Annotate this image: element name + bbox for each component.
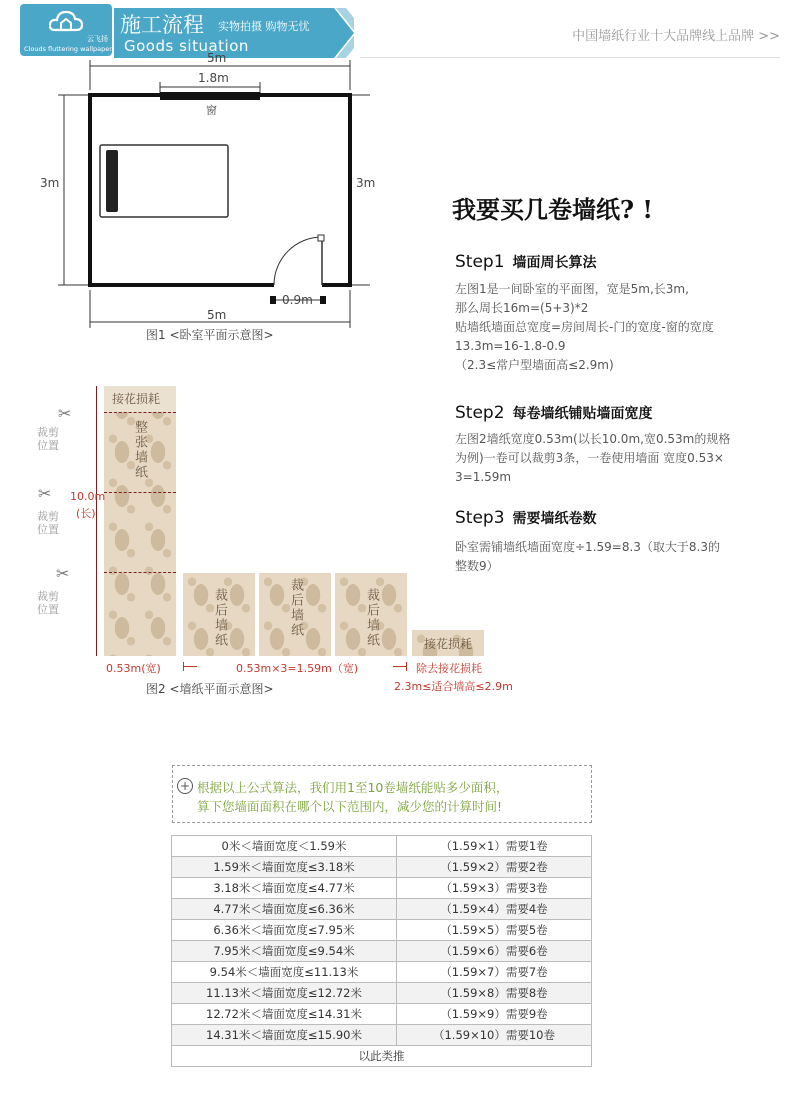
full-roll-label: 整张墙纸 bbox=[132, 420, 147, 480]
section-title-sub: 实物拍摄 购物无忧 bbox=[218, 20, 310, 33]
total-width-label: 0.53m×3=1.59m（宽) bbox=[236, 662, 359, 675]
table-row bbox=[172, 1004, 592, 1025]
width-range-cell: 6.36米＜墙面宽度≤7.95米 bbox=[172, 920, 397, 941]
scissors-icon: ✂ bbox=[58, 404, 72, 423]
width-range-cell: 3.18米＜墙面宽度≤4.77米 bbox=[172, 878, 397, 899]
door-width-label: 0.9m bbox=[282, 293, 313, 307]
section-title-en: Goods situation bbox=[124, 37, 249, 55]
page-header bbox=[0, 0, 790, 58]
top-waste-label: 接花损耗 bbox=[112, 392, 161, 406]
length-label: 10.0m bbox=[70, 490, 106, 503]
remove-waste-label: 除去接花损耗 bbox=[416, 662, 482, 675]
step3-heading: 需要墙纸卷数 bbox=[512, 511, 597, 527]
rolls-needed-cell: （1.59×1）需要1卷 bbox=[397, 836, 592, 857]
step1-body bbox=[455, 280, 785, 375]
table-row bbox=[172, 857, 592, 878]
step2-line: 3=1.59m bbox=[455, 470, 512, 484]
cloud-house-icon bbox=[49, 8, 83, 34]
step1-line: （2.3≤常户型墙面高≤2.9m) bbox=[455, 358, 614, 372]
brand-tagline[interactable]: 中国墙纸行业十大品牌线上品牌 >> bbox=[572, 29, 780, 44]
header-divider bbox=[360, 57, 780, 58]
question-heading: 我要买几卷墙纸? ! bbox=[452, 195, 653, 224]
width-marker bbox=[183, 666, 197, 667]
table-row bbox=[172, 941, 592, 962]
figure1-floor-plan bbox=[40, 51, 376, 350]
rolls-needed-cell: （1.59×8）需要8卷 bbox=[397, 983, 592, 1004]
step2-label: Step2 bbox=[455, 403, 505, 423]
table-row bbox=[172, 962, 592, 983]
cut-strip-label: 裁后墙纸 bbox=[364, 588, 379, 648]
width-range-cell: 11.13米＜墙面宽度≤12.72米 bbox=[172, 983, 397, 1004]
cut-line bbox=[104, 572, 176, 573]
step2-heading: 每卷墙纸铺贴墙面宽度 bbox=[512, 406, 653, 422]
rolls-needed-cell: （1.59×10）需要10卷 bbox=[397, 1025, 592, 1046]
table-row bbox=[172, 920, 592, 941]
length-marker bbox=[96, 386, 97, 656]
roll-count-table bbox=[171, 835, 592, 1067]
step3-label: Step3 bbox=[455, 508, 505, 528]
window-width-label: 1.8m bbox=[198, 71, 229, 85]
table-row bbox=[172, 878, 592, 899]
step1-title bbox=[455, 252, 597, 272]
right-height-label: 3m bbox=[356, 176, 376, 190]
step2-line: 左图2墙纸宽度0.53m(以长10.0m,宽0.53m的规格 bbox=[455, 432, 731, 446]
calculation-notice bbox=[172, 765, 592, 823]
length-sub-label: (长) bbox=[76, 507, 96, 520]
section-title-cn: 施工流程 bbox=[120, 13, 204, 37]
cut-strip-label: 裁后墙纸 bbox=[288, 578, 303, 638]
height-range-label: 2.3m≤适合墙高≤2.9m bbox=[394, 680, 513, 693]
width-marker bbox=[393, 666, 407, 667]
bottom-width-label: 5m bbox=[207, 308, 227, 322]
cut-position-label: 裁剪位置 bbox=[37, 510, 59, 536]
floor-plan-drawing bbox=[40, 60, 370, 350]
table-row bbox=[172, 983, 592, 1004]
rolls-needed-cell: （1.59×5）需要5卷 bbox=[397, 920, 592, 941]
width-range-cell: 0米＜墙面宽度＜1.59米 bbox=[172, 836, 397, 857]
figure2-caption: 图2 <墙纸平面示意图> bbox=[146, 682, 274, 696]
step1-heading: 墙面周长算法 bbox=[512, 255, 597, 271]
scissors-icon: ✂ bbox=[56, 564, 70, 583]
logo-en: Clouds fluttering wallpaper bbox=[24, 45, 112, 53]
width-range-cell: 9.54米＜墙面宽度≤11.13米 bbox=[172, 962, 397, 983]
rolls-needed-cell: （1.59×4）需要4卷 bbox=[397, 899, 592, 920]
table-row bbox=[172, 1025, 592, 1046]
cut-line bbox=[104, 492, 176, 493]
logo-cn: 云飞扬 bbox=[87, 35, 108, 43]
top-width-label: 5m bbox=[207, 51, 227, 65]
table-row bbox=[172, 899, 592, 920]
step3-line: 整数9） bbox=[455, 559, 499, 573]
notice-line: 根据以上公式算法，我们用1至10卷墙纸能贴多少面积， bbox=[197, 780, 509, 795]
width-range-cell: 1.59米＜墙面宽度≤3.18米 bbox=[172, 857, 397, 878]
step1-line: 13.3m=16-1.8-0.9 bbox=[455, 339, 566, 353]
brand-logo[interactable] bbox=[20, 4, 112, 56]
step3-line: 卧室需铺墙纸墙面宽度÷1.59=8.3（取大于8.3的 bbox=[455, 540, 720, 554]
width-label: 0.53m(宽) bbox=[106, 662, 161, 675]
width-range-cell: 4.77米＜墙面宽度≤6.36米 bbox=[172, 899, 397, 920]
cut-position-label: 裁剪位置 bbox=[37, 426, 59, 452]
scissors-icon: ✂ bbox=[38, 484, 52, 503]
rolls-needed-cell: （1.59×7）需要7卷 bbox=[397, 962, 592, 983]
left-height-label: 3m bbox=[40, 176, 60, 190]
bottom-waste-label: 接花损耗 bbox=[424, 637, 473, 651]
rolls-needed-cell: （1.59×9）需要9卷 bbox=[397, 1004, 592, 1025]
table-footer: 以此类推 bbox=[172, 1046, 592, 1067]
width-range-cell: 7.95米＜墙面宽度≤9.54米 bbox=[172, 941, 397, 962]
width-range-cell: 14.31米＜墙面宽度≤15.90米 bbox=[172, 1025, 397, 1046]
step2-line: 为例)一卷可以裁剪3条，一卷使用墙面 宽度0.53× bbox=[455, 451, 724, 465]
notice-line: 算下您墙面面积在哪个以下范围内，减少您的计算时间! bbox=[197, 799, 503, 814]
step1-line: 左图1是一间卧室的平面图，宽是5m,长3m, bbox=[455, 282, 689, 296]
cut-position-label: 裁剪位置 bbox=[37, 590, 59, 616]
table-row bbox=[172, 836, 592, 857]
rolls-needed-cell: （1.59×6）需要6卷 bbox=[397, 941, 592, 962]
step1-line: 贴墙纸墙面总宽度=房间周长-门的宽度-窗的宽度 bbox=[455, 320, 714, 334]
step1-label: Step1 bbox=[455, 252, 505, 272]
notice-text bbox=[197, 778, 508, 816]
cut-line bbox=[104, 412, 176, 413]
window-label: 窗 bbox=[206, 104, 217, 117]
width-range-cell: 12.72米＜墙面宽度≤14.31米 bbox=[172, 1004, 397, 1025]
rolls-needed-cell: （1.59×2）需要2卷 bbox=[397, 857, 592, 878]
figure2-wallpaper-diagram bbox=[0, 380, 520, 700]
width-marker bbox=[406, 662, 407, 671]
rolls-needed-cell: （1.59×3）需要3卷 bbox=[397, 878, 592, 899]
step1-line: 那么周长16m=(5+3)*2 bbox=[455, 301, 589, 315]
plus-circle-icon: + bbox=[177, 778, 193, 794]
cut-strip-label: 裁后墙纸 bbox=[212, 588, 227, 648]
figure1-caption: 图1 <卧室平面示意图> bbox=[146, 328, 274, 342]
